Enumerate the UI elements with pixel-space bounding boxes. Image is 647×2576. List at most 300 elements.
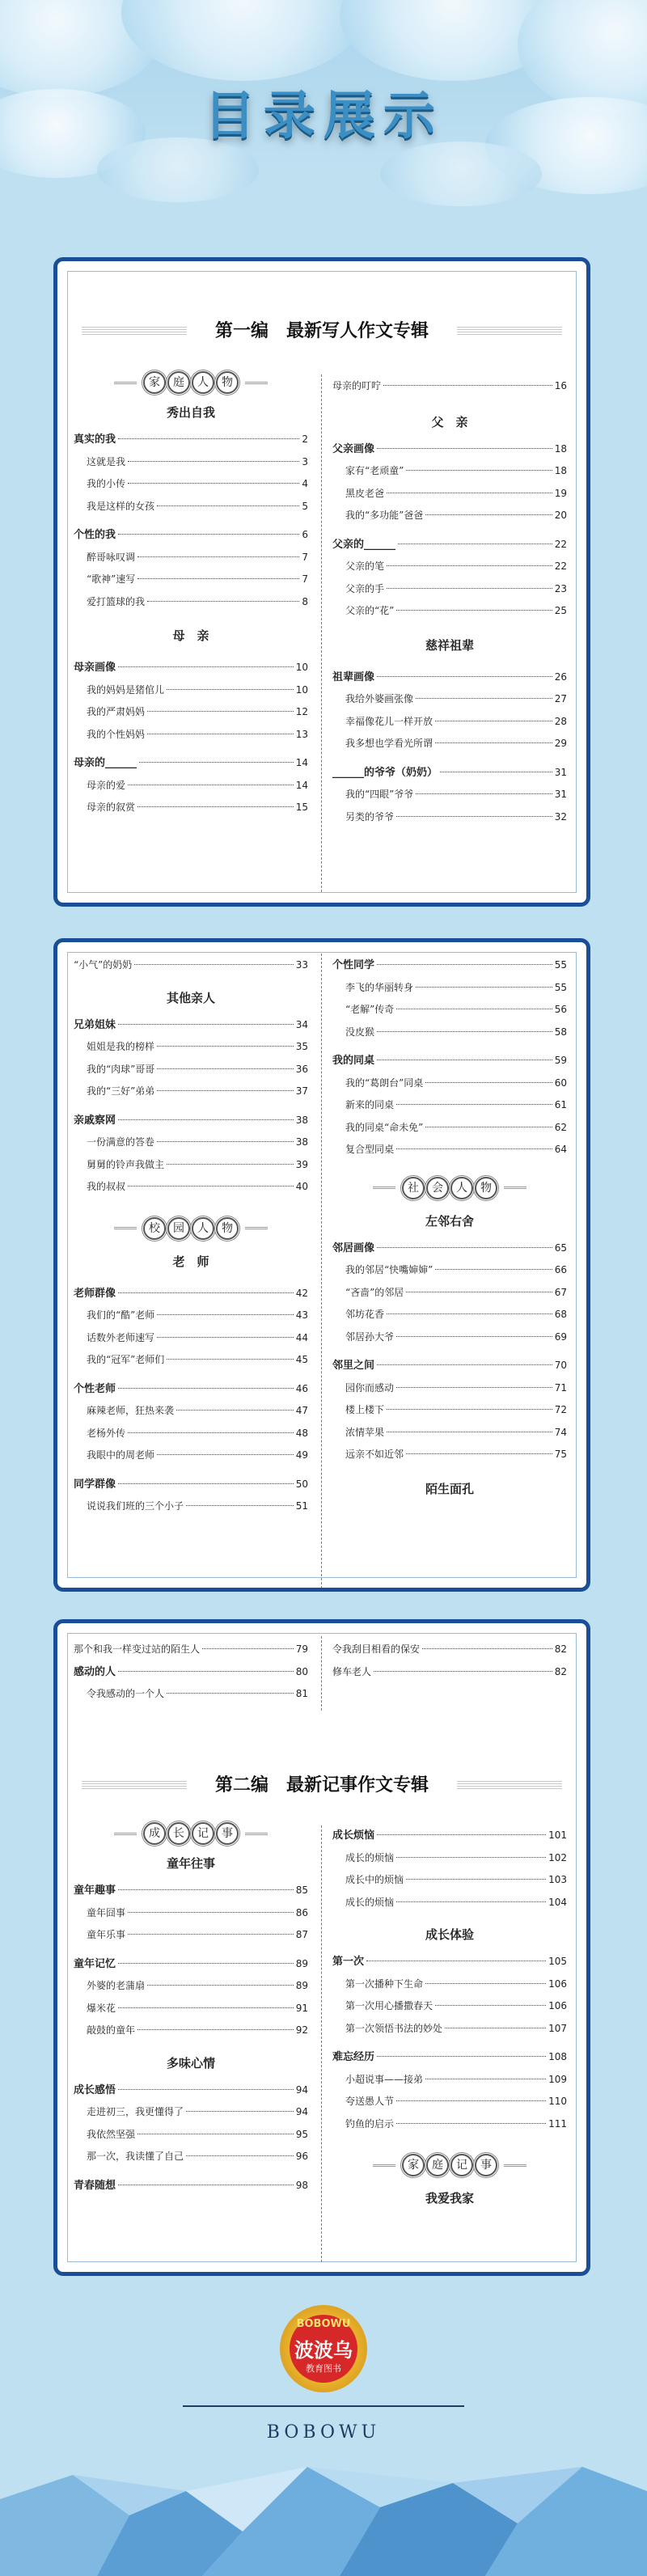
leader-dots — [387, 1313, 552, 1314]
toc-page-number: 95 — [295, 2128, 308, 2140]
toc-group-heading[interactable] — [332, 957, 567, 973]
toc-entry-title: 我的“肉球”哥哥 — [87, 1063, 155, 1075]
toc-entry-title: 我的严肃妈妈 — [87, 706, 146, 717]
toc-entry[interactable] — [74, 2126, 308, 2142]
toc-entry[interactable] — [332, 713, 567, 730]
toc-page-number: 27 — [554, 693, 567, 704]
toc-entry-title: 这就是我 — [87, 455, 126, 467]
toc-subsection-heading: 左邻右舍 — [425, 1213, 474, 1229]
leader-dots — [377, 1247, 552, 1248]
part-1-title: 第一编 最新写人作文专辑 — [214, 320, 429, 341]
toc-entry[interactable] — [332, 691, 567, 707]
toc-group-heading[interactable] — [74, 527, 308, 543]
part-title — [67, 316, 577, 345]
badge-character: 家 — [402, 2154, 425, 2176]
toc-page-number: 71 — [554, 1381, 567, 1394]
toc-subsection-heading: 父 亲 — [431, 414, 468, 429]
toc-page-number: 55 — [554, 959, 567, 971]
toc-panel-1 — [53, 257, 590, 907]
toc-entry[interactable] — [332, 2020, 567, 2037]
badge-character: 记 — [450, 2154, 473, 2176]
toc-left-column — [74, 371, 308, 889]
leader-dots — [118, 1671, 294, 1672]
toc-entry[interactable] — [332, 378, 567, 394]
toc-group-heading[interactable] — [74, 1664, 308, 1680]
toc-page-number: 31 — [554, 766, 567, 778]
leader-dots — [157, 1314, 293, 1315]
toc-group-heading[interactable] — [332, 764, 567, 780]
toc-entry[interactable] — [332, 1872, 567, 1888]
toc-page-number: 75 — [554, 1449, 567, 1460]
leader-dots — [167, 1359, 293, 1360]
toc-entry[interactable] — [332, 603, 567, 619]
toc-page-number: 38 — [295, 1114, 308, 1126]
toc-entry[interactable] — [332, 1075, 567, 1091]
toc-entry-title: 我多想也学看光所谓 — [345, 738, 433, 749]
badge-character: 长 — [167, 1822, 190, 1845]
toc-page-number: 23 — [554, 582, 567, 594]
badge-character: 校 — [143, 1217, 166, 1240]
toc-page-number: 19 — [554, 487, 567, 499]
toc-page-number: 85 — [295, 1884, 308, 1896]
toc-entry-title: 难忘经历 — [332, 2051, 375, 2063]
toc-entry[interactable] — [332, 1424, 567, 1440]
toc-entry-title: 我的“冠军”老师们 — [87, 1354, 165, 1365]
toc-page-number: 15 — [295, 802, 308, 813]
toc-page-number: 22 — [554, 560, 567, 572]
toc-group-heading[interactable] — [332, 1357, 567, 1373]
toc-entry[interactable] — [74, 1083, 308, 1099]
toc-entry-title: 成长的烦恼 — [345, 1896, 395, 1908]
toc-page-number: 80 — [295, 1665, 308, 1677]
badge-character: 园 — [167, 1217, 190, 1240]
toc-entry-title: 个性老师 — [74, 1382, 116, 1395]
leader-dots — [396, 1336, 552, 1337]
badge-character: 人 — [192, 371, 214, 394]
badge-character: 家 — [143, 371, 166, 394]
toc-page-number: 43 — [295, 1309, 308, 1321]
toc-entry[interactable] — [74, 2000, 308, 2016]
toc-entry[interactable] — [74, 1686, 308, 1702]
leader-dots — [425, 514, 552, 515]
toc-entry-title: 母亲的叮咛 — [332, 380, 382, 391]
toc-entry-title: 姐姐是我的榜样 — [87, 1041, 155, 1052]
logo-sub-text: 教育图书 — [306, 2363, 341, 2374]
toc-page-number: 94 — [295, 2106, 308, 2117]
leader-dots — [118, 1024, 294, 1025]
toc-entry-title: 李飞的华丽转身 — [345, 981, 414, 993]
toc-entry[interactable] — [74, 1157, 308, 1173]
toc-page-number: 25 — [554, 605, 567, 616]
toc-group-heading[interactable] — [332, 1052, 567, 1068]
toc-page-number: 7 — [302, 551, 308, 563]
toc-entry[interactable] — [74, 1134, 308, 1150]
toc-page-number: 86 — [295, 1906, 308, 1918]
toc-page-number: 106 — [548, 2000, 567, 2011]
toc-page-number: 82 — [554, 1643, 567, 1655]
toc-entry-title: “老解”传奇 — [345, 1004, 395, 1015]
toc-entry[interactable] — [74, 1402, 308, 1419]
leader-dots — [157, 1068, 293, 1069]
toc-entry-title: 父亲的笔 — [345, 560, 385, 572]
toc-entry[interactable] — [332, 1001, 567, 1017]
toc-entry[interactable] — [74, 1330, 308, 1346]
toc-entry-title: 个性的我 — [74, 529, 116, 541]
toc-entry-title: 没皮猴 — [345, 1026, 375, 1038]
toc-entry-title: 令我刮目相看的保安 — [332, 1643, 421, 1655]
toc-entry[interactable] — [332, 1976, 567, 1992]
leader-dots — [396, 2123, 546, 2124]
toc-entry[interactable] — [332, 485, 567, 501]
toc-entry[interactable] — [74, 454, 308, 470]
toc-entry-title: 醉哥咏叹调 — [87, 551, 136, 563]
toc-entry-title: 我的“多功能”爸爸 — [345, 510, 424, 521]
toc-page-number: 34 — [295, 1018, 308, 1030]
toc-entry[interactable] — [332, 463, 567, 479]
toc-entry[interactable] — [332, 1850, 567, 1866]
toc-entry[interactable] — [332, 735, 567, 751]
toc-entry[interactable] — [332, 1119, 567, 1136]
toc-entry-title: 一份满意的答卷 — [87, 1136, 155, 1148]
toc-page-number: 18 — [554, 465, 567, 476]
toc-entry[interactable] — [332, 809, 567, 825]
toc-group-heading[interactable] — [332, 1240, 567, 1256]
toc-entry[interactable] — [74, 476, 308, 492]
toc-entry[interactable] — [74, 704, 308, 720]
column-divider — [321, 374, 322, 892]
toc-entry-title: 令我感动的一个人 — [87, 1688, 165, 1699]
toc-entry-title: 新来的同桌 — [345, 1099, 395, 1110]
toc-entry[interactable] — [332, 1664, 567, 1680]
toc-entry-title: 老杨外传 — [87, 1427, 126, 1439]
leader-dots — [157, 505, 299, 506]
toc-page-number: 37 — [295, 1085, 308, 1097]
leader-dots — [383, 385, 552, 386]
toc-subsection-heading: 母 亲 — [172, 628, 209, 643]
toc-entry[interactable] — [332, 786, 567, 802]
toc-page-number: 110 — [548, 2096, 567, 2107]
toc-page-number: 69 — [554, 1330, 567, 1343]
toc-entry[interactable] — [332, 558, 567, 574]
leader-dots — [134, 964, 293, 965]
toc-entry-title: 邻坊花香 — [345, 1309, 385, 1320]
toc-page-number: 48 — [295, 1427, 308, 1439]
toc-entry-title: 我们的“酷”老师 — [87, 1309, 155, 1321]
leader-dots — [396, 1104, 552, 1105]
toc-page-number: 42 — [295, 1287, 308, 1299]
leader-dots — [118, 666, 294, 667]
leader-dots — [157, 1141, 294, 1142]
leader-dots — [147, 1985, 294, 1986]
badge-character: 人 — [192, 1217, 214, 1240]
toc-page-number: 64 — [554, 1144, 567, 1155]
toc-entry-title: 幸福像花儿一样开放 — [345, 715, 433, 727]
toc-page-number: 104 — [548, 1896, 567, 1908]
toc-entry-title: 外婆的老蒲扇 — [87, 1980, 146, 1991]
toc-group-heading[interactable] — [74, 755, 308, 771]
toc-entry[interactable] — [74, 1038, 308, 1055]
toc-group-heading[interactable] — [332, 2049, 567, 2065]
toc-page-number: 51 — [295, 1500, 308, 1512]
toc-page-number: 74 — [554, 1426, 567, 1438]
toc-entry[interactable] — [74, 1977, 308, 1994]
toc-entry-title: 成长烦恼 — [332, 1829, 375, 1842]
leader-dots — [425, 1082, 552, 1083]
toc-page-number: 5 — [302, 500, 308, 512]
toc-group-heading[interactable] — [74, 1112, 308, 1128]
toc-page-number: 82 — [554, 1665, 567, 1677]
toc-entry[interactable] — [74, 2148, 308, 2164]
toc-left-column-top — [74, 1641, 308, 1714]
leader-dots — [157, 1337, 294, 1338]
toc-entry[interactable] — [332, 1262, 567, 1278]
toc-entry-title: 父亲的“花” — [345, 605, 395, 616]
toc-entry[interactable] — [332, 1402, 567, 1418]
toc-entry[interactable] — [74, 682, 308, 698]
leader-dots — [377, 676, 552, 677]
page-title: 目录展示 — [204, 86, 443, 146]
toc-group-heading[interactable] — [74, 1285, 308, 1301]
toc-entry-title: 感动的人 — [74, 1665, 116, 1678]
toc-entry-title: 第一次用心播撒春天 — [345, 2000, 433, 2011]
toc-page-number: 68 — [554, 1309, 567, 1320]
leader-dots — [416, 698, 552, 699]
toc-entry[interactable] — [74, 1307, 308, 1323]
toc-entry-title: 邻里之间 — [332, 1360, 375, 1372]
toc-page-number: 4 — [302, 478, 308, 489]
toc-page-number: 22 — [554, 538, 567, 550]
toc-entry[interactable] — [74, 1905, 308, 1921]
toc-page-number: 10 — [295, 662, 308, 673]
toc-entry-title: 第一次播种下生命 — [345, 1977, 424, 1990]
toc-entry-title: 童年囧事 — [87, 1906, 126, 1918]
toc-entry[interactable] — [74, 1641, 308, 1657]
toc-entry[interactable] — [332, 1329, 567, 1345]
toc-entry[interactable] — [74, 1927, 308, 1943]
toc-page-number: 72 — [554, 1404, 567, 1415]
toc-group-heading[interactable] — [332, 1953, 567, 1969]
toc-page-number: 91 — [295, 2002, 308, 2014]
leader-dots — [118, 1483, 294, 1484]
toc-subsection-heading: 老 师 — [172, 1254, 209, 1269]
logo-brand-text: BOBOWU — [296, 2318, 351, 2330]
toc-entry-title: 爱打篮球的我 — [87, 595, 146, 607]
toc-entry[interactable] — [332, 2116, 567, 2132]
toc-entry-title: 母亲的______ — [74, 757, 137, 769]
badge-character: 事 — [475, 2154, 497, 2176]
toc-group-heading[interactable] — [332, 669, 567, 685]
toc-group-heading[interactable] — [74, 1956, 308, 1972]
toc-page-number: 79 — [295, 1643, 308, 1655]
leader-dots — [167, 1693, 294, 1694]
toc-entry-title: 母亲的爱 — [87, 779, 126, 791]
leader-dots — [128, 1912, 294, 1913]
column-divider — [321, 1636, 322, 1711]
toc-group-heading[interactable] — [74, 431, 308, 447]
toc-group-heading[interactable] — [74, 1017, 308, 1033]
toc-group-heading[interactable] — [332, 1827, 567, 1843]
toc-entry-title: “吝啬”的邻居 — [345, 1286, 404, 1298]
leader-dots — [425, 1983, 546, 1984]
toc-entry[interactable] — [74, 726, 308, 742]
toc-page-number: 58 — [554, 1026, 567, 1038]
toc-entry-title: 修车老人 — [332, 1665, 372, 1677]
leader-dots — [396, 1901, 546, 1902]
toc-page-number: 61 — [554, 1099, 567, 1110]
footer-rule — [183, 2405, 464, 2407]
badge-character: 物 — [216, 1217, 239, 1240]
toc-entry[interactable] — [332, 1446, 567, 1462]
toc-entry[interactable] — [74, 594, 308, 610]
toc-entry[interactable] — [332, 1641, 567, 1657]
leader-dots — [118, 1292, 294, 1293]
toc-page-number: 3 — [302, 455, 308, 467]
toc-entry[interactable] — [332, 1894, 567, 1910]
badge-character: 物 — [475, 1177, 497, 1199]
toc-entry[interactable] — [74, 1178, 308, 1195]
toc-entry-title: 敲鼓的童年 — [87, 2024, 136, 2036]
toc-entry-title: 我的同桌“命未免” — [345, 1121, 424, 1133]
toc-group-heading[interactable] — [332, 441, 567, 457]
toc-entry-title: 我的同桌 — [332, 1055, 375, 1067]
toc-entry-title: 远亲不如近邻 — [345, 1449, 404, 1460]
toc-entry[interactable] — [332, 1097, 567, 1113]
leader-dots — [406, 1879, 546, 1880]
toc-entry[interactable] — [74, 1447, 308, 1463]
toc-group-heading[interactable] — [74, 659, 308, 675]
leader-dots — [139, 762, 294, 763]
toc-entry[interactable] — [74, 549, 308, 565]
leader-dots — [118, 438, 299, 439]
leader-dots — [186, 1505, 294, 1506]
toc-page-number: 101 — [548, 1829, 567, 1841]
toc-entry-title: 麻辣老师，狂热来袭 — [87, 1405, 175, 1416]
toc-entry-title: 浓情苹果 — [345, 1426, 385, 1438]
toc-entry[interactable] — [332, 1306, 567, 1322]
toc-page-number: 40 — [295, 1181, 308, 1192]
leader-dots — [202, 1648, 294, 1649]
toc-entry[interactable] — [74, 498, 308, 514]
leader-dots — [157, 1454, 294, 1455]
badge-character: 物 — [216, 371, 239, 394]
toc-entry[interactable] — [332, 979, 567, 996]
toc-entry-title: 夸送愚人节 — [345, 2096, 395, 2107]
leader-dots — [167, 689, 294, 690]
toc-entry-title: 那个和我一样变过站的陌生人 — [74, 1643, 201, 1655]
toc-entry[interactable] — [74, 1351, 308, 1368]
toc-group-heading[interactable] — [74, 2082, 308, 2098]
toc-page-number: 14 — [295, 757, 308, 768]
footer-brand: BOBOWU — [266, 2422, 381, 2443]
toc-entry[interactable] — [74, 777, 308, 793]
leader-dots — [406, 1453, 552, 1454]
toc-entry[interactable] — [74, 1061, 308, 1077]
toc-entry-title: “歌神”速写 — [87, 573, 136, 585]
toc-entry-title: 童年趣事 — [74, 1884, 116, 1897]
toc-entry-title: 老师群像 — [74, 1287, 116, 1300]
toc-entry-title: 第一次领悟书法的妙处 — [345, 2022, 443, 2034]
toc-page-number: 62 — [554, 1121, 567, 1133]
leader-dots — [377, 1364, 552, 1365]
toc-page-number: 46 — [295, 1382, 308, 1394]
toc-group-heading[interactable] — [74, 1381, 308, 1397]
toc-page-number: 8 — [302, 595, 308, 607]
toc-entry[interactable] — [332, 1024, 567, 1040]
toc-page-number: 105 — [548, 1956, 567, 1967]
toc-subsection-heading: 我爱我家 — [425, 2191, 474, 2206]
toc-group-heading[interactable] — [74, 1882, 308, 1898]
leader-dots — [157, 1046, 294, 1047]
toc-panel-2 — [53, 938, 590, 1592]
toc-entry[interactable] — [74, 1425, 308, 1441]
toc-entry[interactable] — [332, 1284, 567, 1301]
toc-entry[interactable] — [74, 2104, 308, 2120]
toc-entry[interactable] — [74, 2022, 308, 2038]
toc-right-column — [332, 1822, 567, 2267]
toc-entry[interactable] — [332, 2093, 567, 2109]
leader-dots — [374, 1671, 552, 1672]
toc-panel-3 — [53, 1619, 590, 2276]
toc-entry-title: 我眼中的周老师 — [87, 1449, 155, 1461]
leader-dots — [416, 987, 552, 988]
toc-entry[interactable] — [74, 957, 308, 973]
toc-entry-title: 说说我们班的三个小子 — [87, 1500, 184, 1512]
leader-dots — [167, 1164, 294, 1165]
leader-dots — [118, 2089, 294, 2090]
badge-character: 成 — [143, 1822, 166, 1845]
toc-entry[interactable] — [332, 1998, 567, 2014]
leader-dots — [435, 1269, 552, 1270]
toc-entry[interactable] — [332, 1380, 567, 1396]
toc-page-number: 31 — [554, 789, 567, 800]
leader-dots — [416, 793, 552, 794]
toc-entry[interactable] — [74, 1498, 308, 1514]
toc-entry-title: 园你而感动 — [345, 1381, 395, 1394]
toc-entry[interactable] — [74, 571, 308, 587]
toc-group-heading[interactable] — [74, 2177, 308, 2193]
toc-subsection-heading: 秀出自我 — [166, 405, 215, 420]
badge-character: 庭 — [426, 2154, 449, 2176]
toc-entry-title: 那一次，我读懂了自己 — [87, 2151, 184, 2162]
toc-entry-title: 童年乐事 — [87, 1929, 126, 1940]
toc-entry-title: 母亲画像 — [74, 662, 116, 674]
toc-page-number: 109 — [548, 2073, 567, 2085]
toc-group-heading[interactable] — [74, 1476, 308, 1492]
toc-entry-title: 走进初三，我更懂得了 — [87, 2106, 184, 2117]
badge-character: 庭 — [167, 371, 190, 394]
toc-entry-title: 钓鱼的启示 — [345, 2117, 395, 2130]
toc-group-heading[interactable] — [332, 536, 567, 552]
category-badge — [332, 2154, 567, 2181]
toc-entry-title: 个性同学 — [332, 959, 375, 971]
toc-page-number: 26 — [554, 670, 567, 683]
toc-page-number: 14 — [295, 779, 308, 791]
leader-dots — [118, 1388, 294, 1389]
toc-entry-title: 祖辈画像 — [332, 670, 375, 683]
toc-entry-title: 我的“三好”弟弟 — [87, 1085, 155, 1097]
toc-entry[interactable] — [74, 799, 308, 815]
toc-entry[interactable] — [332, 581, 567, 597]
logo-main-text: 波波乌 — [294, 2338, 353, 2362]
toc-page-number: 56 — [554, 1004, 567, 1015]
toc-entry-title: 另类的爷爷 — [345, 810, 395, 823]
toc-entry[interactable] — [332, 2071, 567, 2087]
leader-dots — [128, 483, 299, 484]
toc-entry[interactable] — [332, 507, 567, 523]
toc-page-number: 67 — [554, 1286, 567, 1298]
toc-subsection-heading: 慈祥祖辈 — [425, 637, 474, 653]
toc-entry[interactable] — [332, 1141, 567, 1157]
